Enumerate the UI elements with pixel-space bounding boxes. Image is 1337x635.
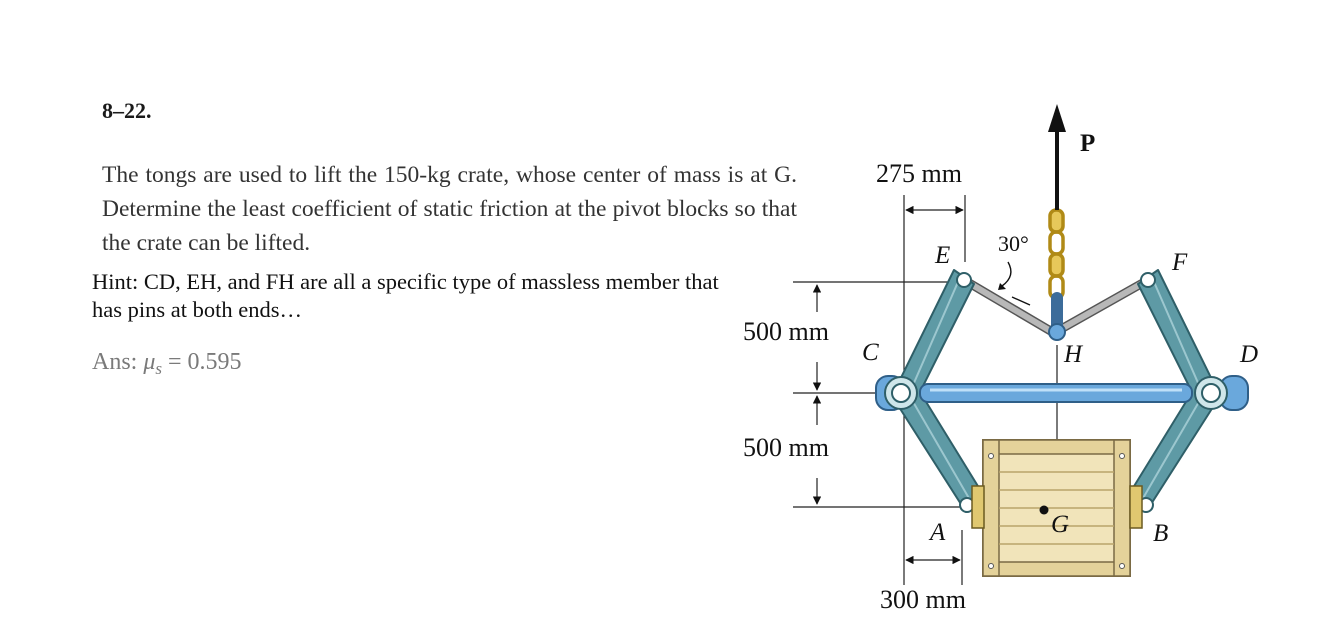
- label-point-b: B: [1153, 520, 1169, 547]
- crate: [983, 440, 1130, 576]
- label-dim-left-upper: 500 mm: [743, 317, 829, 346]
- label-point-d: D: [1240, 341, 1259, 368]
- label-point-a: A: [930, 519, 946, 546]
- answer-value: = 0.595: [162, 349, 242, 375]
- force-arrow-p: [1048, 104, 1066, 210]
- lifting-chain: [1050, 210, 1063, 298]
- chain-link-1: [1050, 210, 1063, 232]
- label-force-p: P: [1080, 130, 1096, 157]
- label-point-g: G: [1051, 511, 1070, 538]
- pin-d: [1202, 384, 1220, 402]
- problem-statement: The tongs are used to lift the 150-kg crate, whose center of mass is at G. Determine the least coefficient of static friction at the pivot blocks so that the crate can be lifted.: [102, 162, 797, 256]
- label-dim-top: 275 mm: [876, 159, 962, 188]
- label-point-e: E: [935, 242, 951, 269]
- answer-prefix: Ans:: [92, 349, 144, 375]
- problem-number: 8–22.: [102, 98, 152, 123]
- label-point-h: H: [1064, 341, 1083, 368]
- pin-f: [1141, 273, 1155, 287]
- center-of-mass-dot: [1040, 506, 1049, 515]
- label-point-f: F: [1172, 249, 1188, 276]
- label-point-c: C: [862, 339, 879, 366]
- answer-subscript: s: [155, 359, 163, 378]
- pin-h: [1049, 324, 1065, 340]
- pin-e: [957, 273, 971, 287]
- answer-mu-symbol: μ: [143, 349, 156, 375]
- angle-arc: [1002, 262, 1011, 286]
- pin-c: [892, 384, 910, 402]
- pivot-block-right: [1130, 486, 1142, 528]
- chain-link-3: [1050, 254, 1063, 276]
- chain-link-2: [1050, 232, 1063, 254]
- label-angle: 30°: [998, 231, 1029, 256]
- hint-text: Hint: CD, EH, and FH are all a specific type of massless member that has pins at both ends…: [92, 269, 719, 322]
- label-dim-bottom: 300 mm: [880, 585, 966, 614]
- pivot-block-left: [972, 486, 984, 528]
- label-dim-left-lower: 500 mm: [743, 433, 829, 462]
- angle-pointer: [1012, 297, 1030, 305]
